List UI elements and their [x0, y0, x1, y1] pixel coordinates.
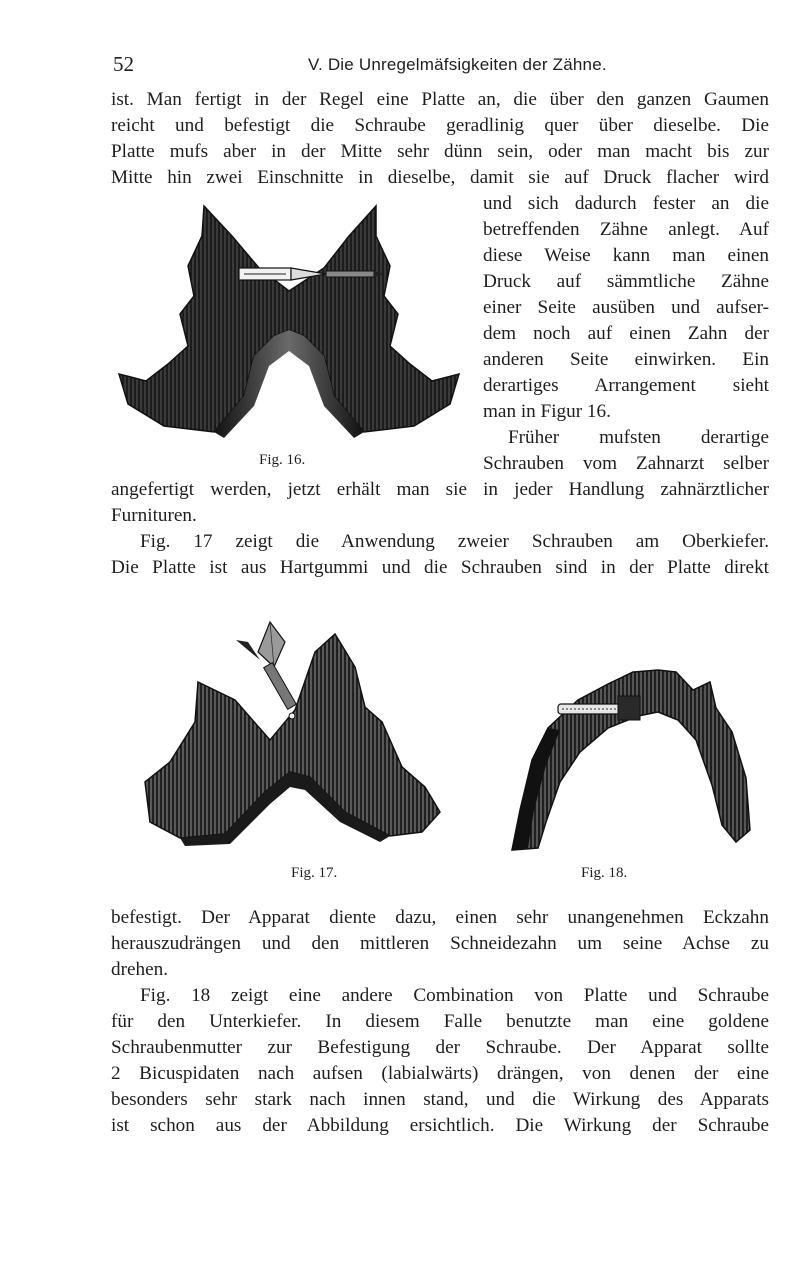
figure-17-illustration: [140, 612, 445, 850]
text-line: Fig. 17 zeigt die Anwendung zweier Schrauben am Oberkiefer.: [140, 531, 769, 552]
text-line: dem noch auf einen Zahn der: [483, 323, 769, 344]
text-line: betreffenden Zähne anlegt. Auf: [483, 219, 769, 240]
text-line: Platte mufs aber in der Mitte sehr dünn sein, oder man macht bis zur: [111, 141, 769, 162]
running-header: V. Die Unregelmäfsigkeiten der Zähne.: [308, 55, 607, 74]
text-line: Schraubenmutter zur Befestigung der Schraube. Der Apparat sollte: [111, 1037, 769, 1058]
figure-17-caption: Fig. 17.: [291, 865, 338, 881]
page-number: 52: [113, 52, 134, 76]
text-line: anderen Seite einwirken. Ein: [483, 349, 769, 370]
figure-16-caption: Fig. 16.: [259, 452, 306, 468]
text-line: angefertigt werden, jetzt erhält man sie in jeder Handlung zahnärztlicher: [111, 479, 769, 500]
figure-18-illustration: [498, 660, 751, 852]
text-line: befestigt. Der Apparat diente dazu, einen sehr unangenehmen Eckzahn: [111, 907, 769, 928]
text-line: ist schon aus der Abbildung ersichtlich. Die Wirkung der Schraube: [111, 1115, 769, 1136]
text-line: besonders sehr stark nach innen stand, und die Wirkung des Apparats: [111, 1089, 769, 1110]
text-line: herauszudrängen und den mittleren Schneidezahn um seine Achse zu: [111, 933, 769, 954]
text-line: Früher mufsten derartige: [508, 427, 769, 448]
text-line: Druck auf sämmtliche Zähne: [483, 271, 769, 292]
text-line: derartiges Arrangement sieht: [483, 375, 769, 396]
figure-18-caption: Fig. 18.: [581, 865, 628, 881]
text-line: man in Figur 16.: [483, 401, 611, 422]
text-line: Schrauben vom Zahnarzt selber: [483, 453, 769, 474]
text-line: Furnituren.: [111, 505, 197, 526]
figure-16-illustration: [114, 196, 464, 446]
text-line: Fig. 18 zeigt eine andere Combination von Platte und Schraube: [140, 985, 769, 1006]
text-line: ist. Man fertigt in der Regel eine Platte an, die über den ganzen Gaumen: [111, 89, 769, 110]
text-line: Mitte hin zwei Einschnitte in dieselbe, damit sie auf Druck flacher wird: [111, 167, 769, 188]
text-line: einer Seite ausüben und aufser-: [483, 297, 769, 318]
text-line: reicht und befestigt die Schraube geradlinig quer über dieselbe. Die: [111, 115, 769, 136]
text-line: 2 Bicuspidaten nach aufsen (labialwärts) drängen, von denen der eine: [111, 1063, 769, 1084]
text-line: Die Platte ist aus Hartgummi und die Schrauben sind in der Platte direkt: [111, 557, 769, 578]
text-line: und sich dadurch fester an die: [483, 193, 769, 214]
text-line: für den Unterkiefer. In diesem Falle benutzte man eine goldene: [111, 1011, 769, 1032]
text-line: diese Weise kann man einen: [483, 245, 769, 266]
text-line: drehen.: [111, 959, 169, 980]
